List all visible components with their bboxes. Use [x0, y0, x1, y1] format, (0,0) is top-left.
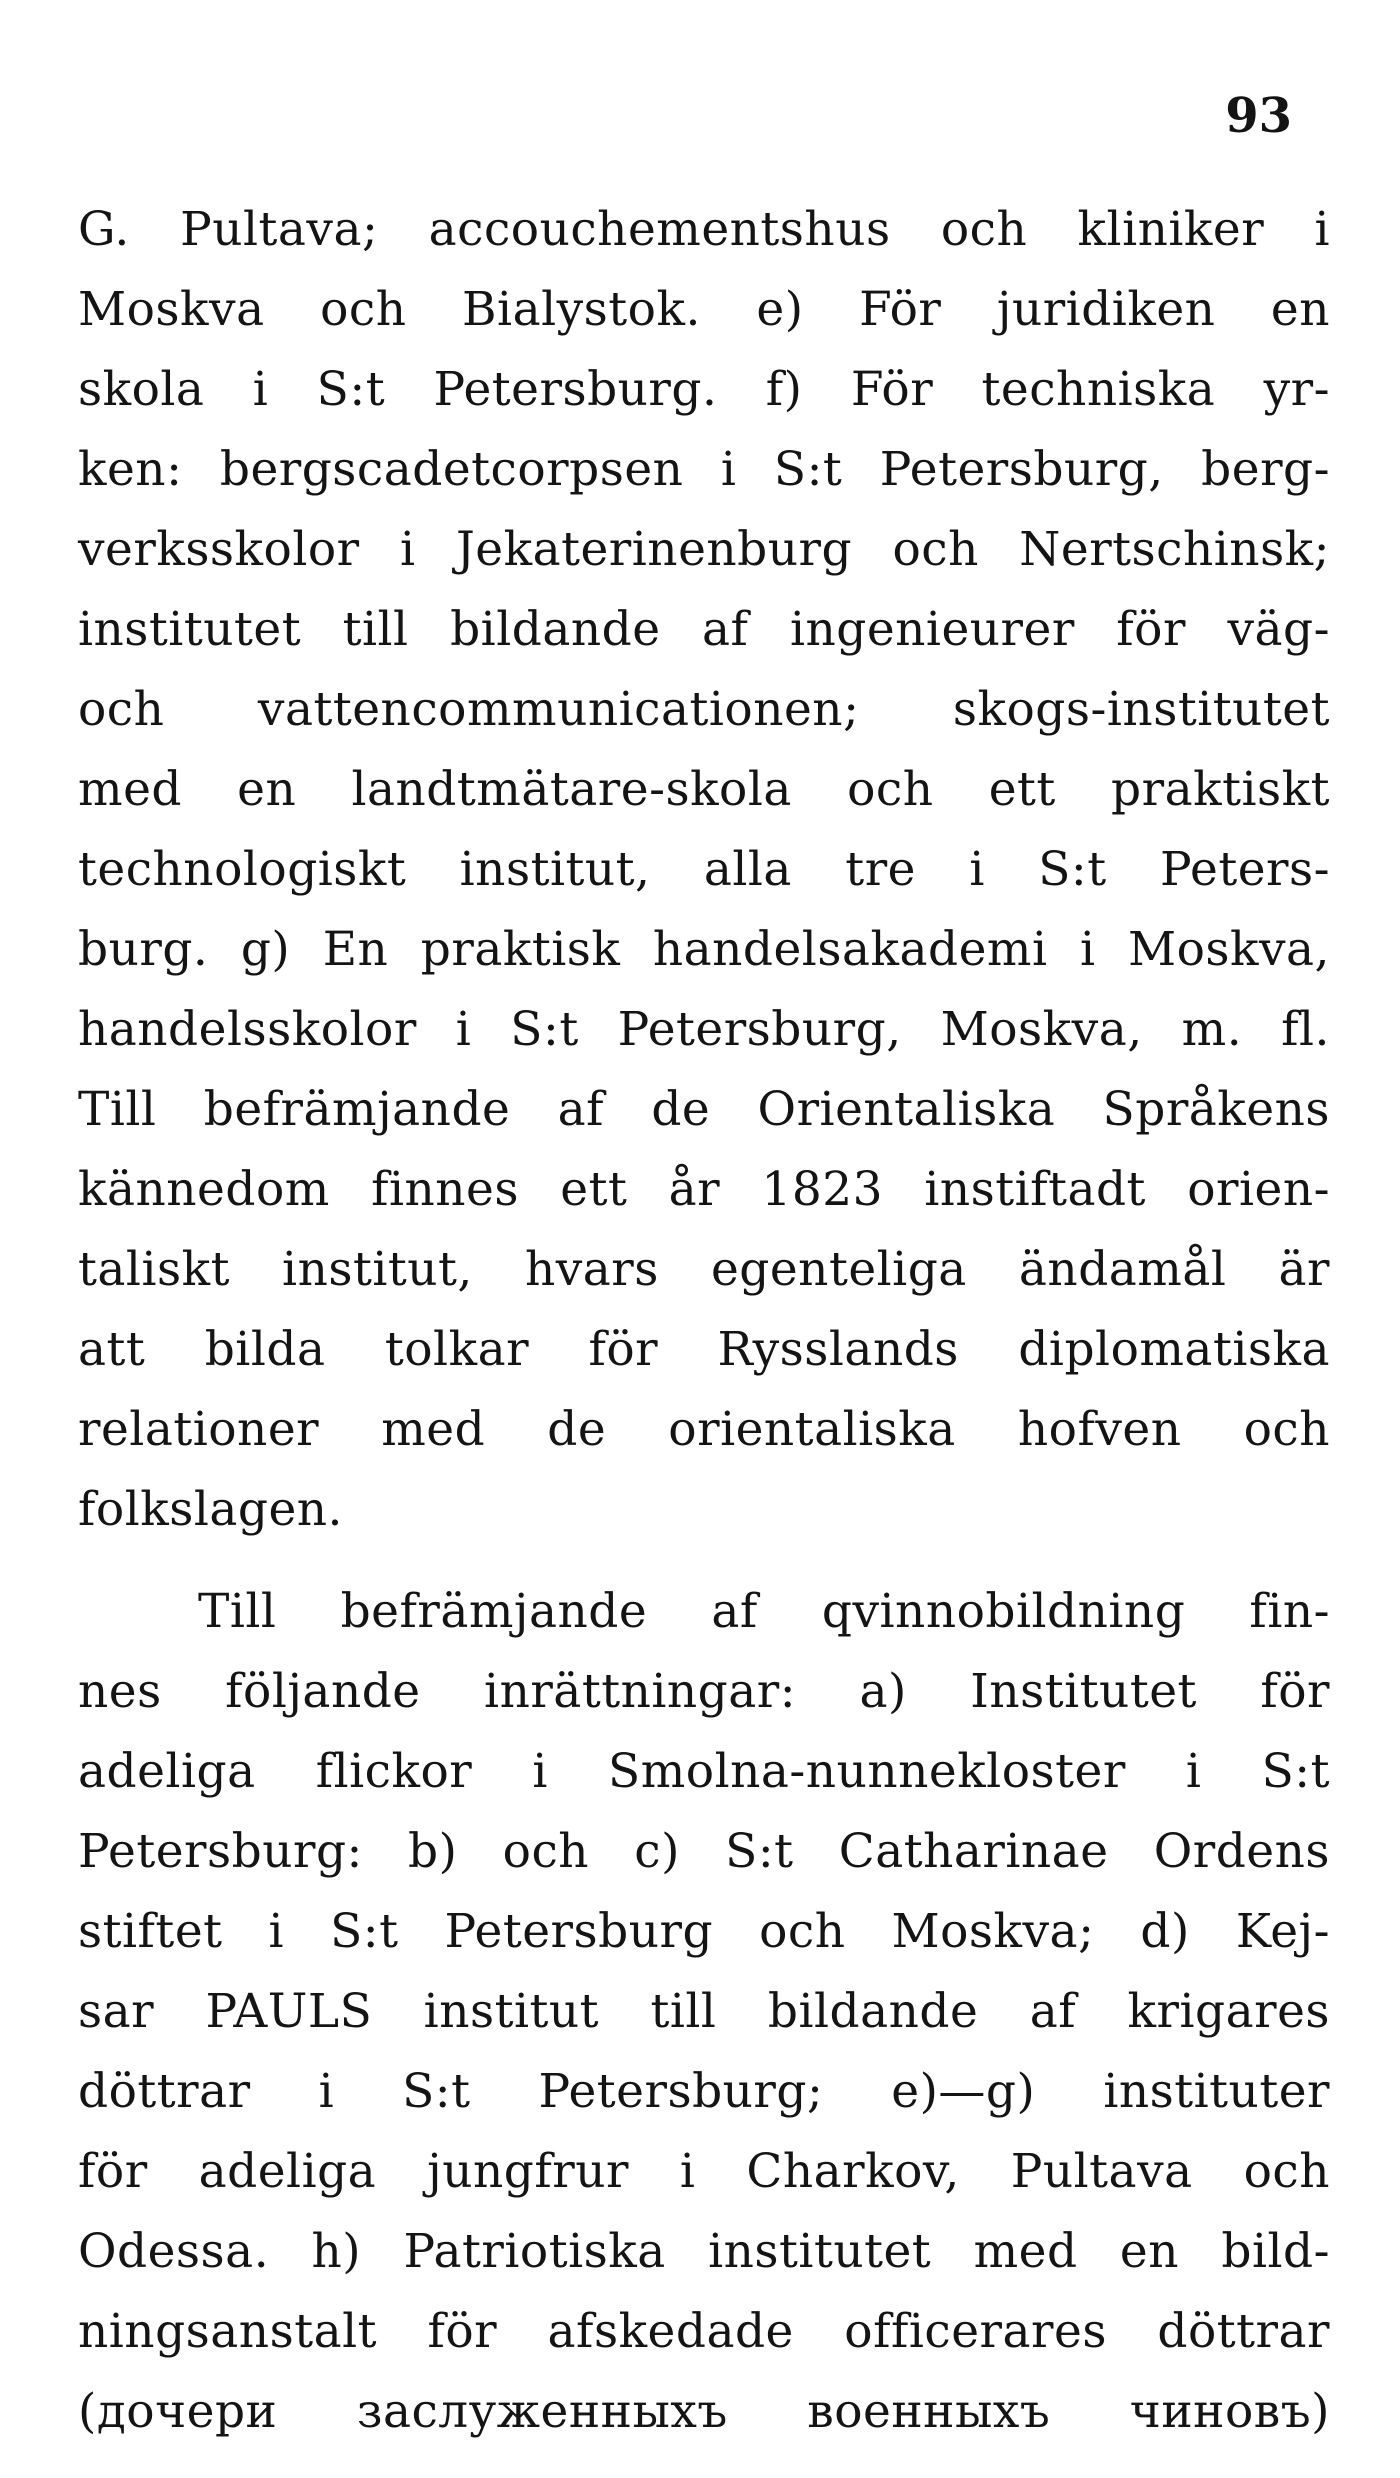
- paragraph-womens-education: [78, 1572, 1330, 2452]
- text-line: relationer med de orientaliska hofven och: [78, 1402, 1330, 1457]
- text-line: technologiskt institut, alla tre i S:t Peters-: [78, 842, 1330, 897]
- text-line: handelsskolor i S:t Petersburg, Moskva, m. fl.: [78, 1002, 1330, 1057]
- text-line: nes följande inrättningar: a) Institutet för: [78, 1664, 1330, 1719]
- text-line: Moskva och Bialystok. e) För juridiken en: [78, 282, 1330, 337]
- text-line: adeliga flickor i Smolna-nunnekloster i S:t: [78, 1744, 1330, 1799]
- page-number: 93: [1225, 88, 1292, 144]
- text-line: stiftet i S:t Petersburg och Moskva; d) Kej-: [78, 1904, 1330, 1959]
- text-line: Petersburg: b) och c) S:t Catharinae Ordens: [78, 1824, 1330, 1879]
- paragraph-institutions: [78, 190, 1330, 1550]
- text-line: kännedom finnes ett år 1823 instiftadt orien-: [78, 1162, 1330, 1217]
- text-line: G. Pultava; accouchementshus och kliniker i: [78, 202, 1330, 257]
- text-line: burg. g) En praktisk handelsakademi i Moskva,: [78, 922, 1330, 977]
- text-line: Till befrämjande af qvinnobildning fin-: [198, 1584, 1330, 1639]
- text-line: verksskolor i Jekaterinenburg och Nertschinsk;: [78, 522, 1330, 577]
- text-line: döttrar i S:t Petersburg; e)—g) instituter: [78, 2064, 1330, 2119]
- text-line: taliskt institut, hvars egenteliga ändamål är: [78, 1242, 1330, 1297]
- text-line: Till befrämjande af de Orientaliska Språkens: [78, 1082, 1330, 1137]
- text-line: för adeliga jungfrur i Charkov, Pultava och: [78, 2144, 1330, 2199]
- text-line: Odessa. h) Patriotiska institutet med en bild-: [78, 2224, 1330, 2279]
- text-line: att bilda tolkar för Rysslands diplomatiska: [78, 1322, 1330, 1377]
- text-line: ken: bergscadetcorpsen i S:t Petersburg, berg-: [78, 442, 1330, 497]
- text-line: folkslagen.: [78, 1482, 343, 1537]
- text-line: med en landtmätare-skola och ett praktiskt: [78, 762, 1330, 817]
- text-line: sar PAULS institut till bildande af krigares: [78, 1984, 1330, 2039]
- text-line: (дочери заслуженныхъ военныхъ чиновъ): [78, 2384, 1330, 2439]
- page-body: [78, 190, 1330, 2452]
- text-line: skola i S:t Petersburg. f) För techniska yr-: [78, 362, 1330, 417]
- text-line: och vattencommunicationen; skogs-institutet: [78, 682, 1330, 737]
- text-line: ningsanstalt för afskedade officerares döttrar: [78, 2304, 1330, 2359]
- text-line: institutet till bildande af ingenieurer för väg-: [78, 602, 1330, 657]
